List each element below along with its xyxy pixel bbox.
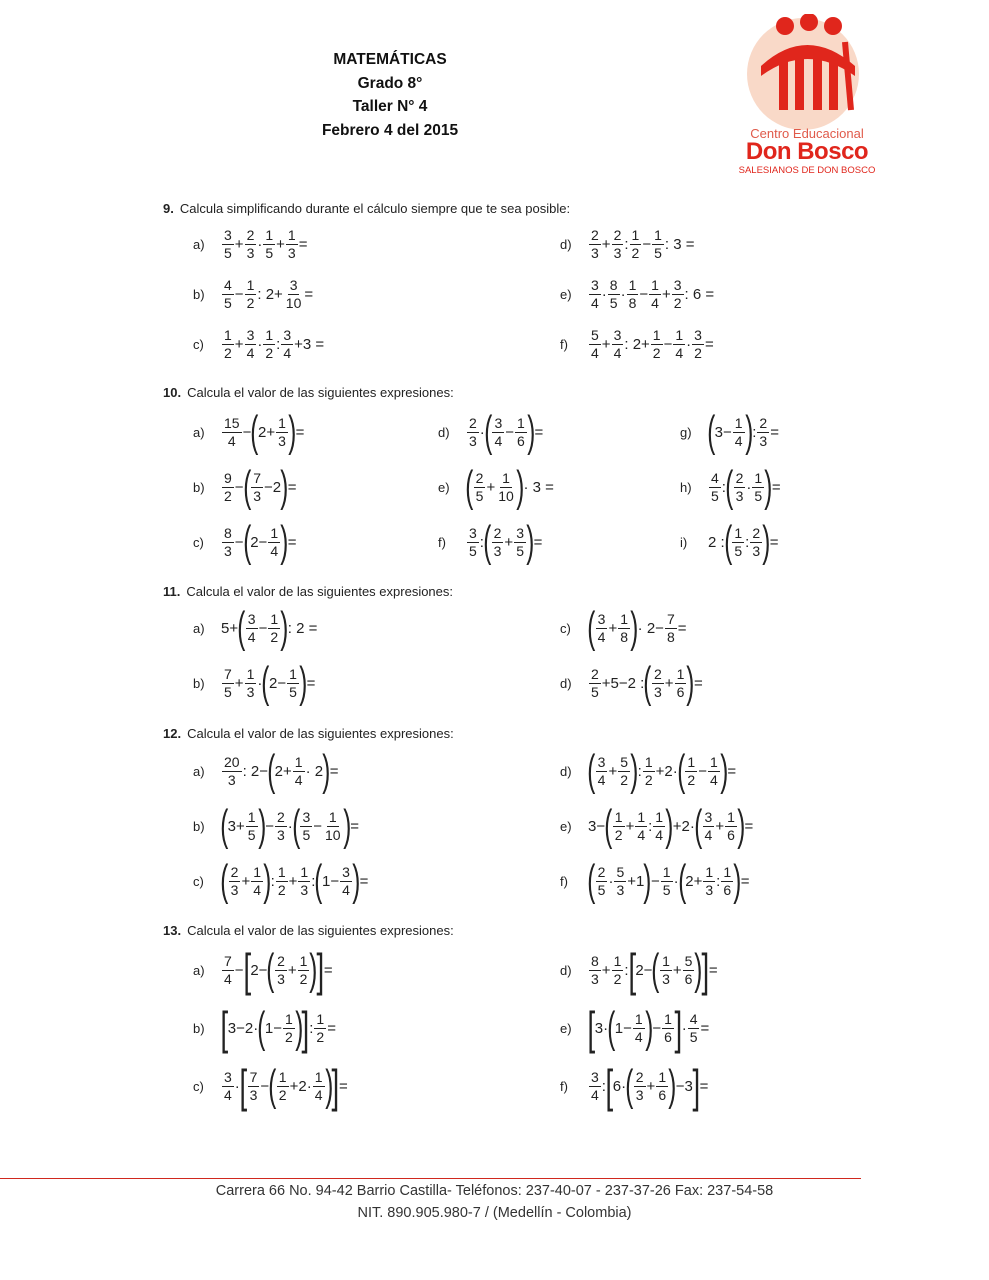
section-number: 11. xyxy=(163,584,181,599)
section-number: 9. xyxy=(163,201,174,216)
exercise-12a: a) 20 3 : 2− ( 2+ 1 4 · 2 ) = xyxy=(193,746,339,795)
exercise-10c: c) 8 3 − ( 2− 1 4 ) = xyxy=(193,517,297,566)
exercise-11b: b) 7 5 + 1 3 · ( 2− 1 5 ) = xyxy=(193,658,316,707)
exercise-13e: e) [ 3· ( 1− 1 4 ) − 1 6 ] · 4 5 = xyxy=(560,1002,710,1054)
section-instruction: Calcula el valor de las siguientes expresiones: xyxy=(187,385,454,400)
exercise-9f: f) 5 4 + 3 4 : 2+ 1 2 − 1 4 · 3 2 = xyxy=(560,327,714,361)
exercise-10f: f) 3 5 : ( 2 3 + 3 5 ) = xyxy=(438,517,543,566)
logo-line-2: Don Bosco xyxy=(745,138,869,165)
grade-label: Grado 8° xyxy=(357,74,423,92)
exercise-13c: c) 3 4 · [ 7 3 − ( 1 2 +2· 1 4 ) ] = xyxy=(193,1060,348,1112)
exercise-11d: d) 2 5 +5−2 : ( 2 3 + 1 6 ) = xyxy=(560,658,703,707)
exercise-10a: a) 15 4 − ( 2+ 1 3 ) = xyxy=(193,407,305,456)
worksheet-header xyxy=(290,48,490,142)
exercise-13d: d) 8 3 + 1 2 : [ 2− ( 1 3 + 5 6 ) ] = xyxy=(560,944,718,996)
section-10-heading xyxy=(163,385,454,400)
section-number: 10. xyxy=(163,385,182,400)
exercise-12d: d) ( 3 4 + 5 2 ) : 1 2 +2· ( 1 2 − 1 4 ) = xyxy=(560,746,737,795)
exercise-12f: f) ( 2 5 · 5 3 +1 ) − 1 5 · ( 2+ 1 3 : 1 6 ) = xyxy=(560,856,750,905)
exercise-12c: c) ( 2 3 + 1 4 ) : 1 2 + 1 3 : ( 1− 3 4 ) = xyxy=(193,856,369,905)
section-12-heading xyxy=(163,726,454,741)
logo-line-3: SALESIANOS DE DON BOSCO xyxy=(738,165,876,176)
section-number: 13. xyxy=(163,923,182,938)
exercise-11a: a) 5+ ( 3 4 − 1 2 ) : 2 = xyxy=(193,603,318,652)
exercise-13b: b) [ 3−2· ( 1− 1 2 ) ] : 1 2 = xyxy=(193,1002,336,1054)
logo-line-1: Centro Educacional xyxy=(750,126,864,141)
exercise-9c: c) 1 2 + 3 4 · 1 2 : 3 4 +3 = xyxy=(193,327,325,361)
section-instruction: Calcula el valor de las siguientes expresiones: xyxy=(187,726,454,741)
exercise-12b: b) ( 3+ 1 5 ) − 2 3 · ( 3 5 − 1 10 ) = xyxy=(193,801,359,850)
exercise-10h: h) 4 5 : ( 2 3 · 1 5 ) = xyxy=(680,462,781,511)
exercise-9b: b) 4 5 − 1 2 : 2+ 3 10 = xyxy=(193,277,314,311)
footer-address: Carrera 66 No. 94-42 Barrio Castilla- Teléfonos: 237-40-07 - 237-37-26 Fax: 237-54-58 xyxy=(215,1183,774,1199)
exercise-12e: e) 3− ( 1 2 + 1 4 : 1 4 ) +2· ( 3 4 + 1 6 ) = xyxy=(560,801,754,850)
exercise-13f: f) 3 4 : [ 6· ( 2 3 + 1 6 ) −3 ] = xyxy=(560,1060,709,1112)
exercise-13a: a) 7 4 − [ 2− ( 2 3 + 1 2 ) ] = xyxy=(193,944,333,996)
section-instruction: Calcula simplificando durante el cálculo siempre que te sea posible: xyxy=(179,201,571,216)
exercise-10g: g) ( 3− 1 4 ) : 2 3 = xyxy=(680,407,779,456)
exercise-10d: d) 2 3 · ( 3 4 − 1 6 ) = xyxy=(438,407,544,456)
section-9-heading xyxy=(163,201,570,216)
workshop-label: Taller N° 4 xyxy=(352,98,428,115)
section-13-heading xyxy=(163,923,454,938)
exercise-10i: i) 2 : ( 1 5 : 2 3 ) = xyxy=(680,517,779,566)
exercise-9a: a) 3 5 + 2 3 · 1 5 + 1 3 = xyxy=(193,227,308,261)
exercise-10e: e) ( 2 5 + 1 10 ) · 3 = xyxy=(438,462,554,511)
subject-title: MATEMÁTICAS xyxy=(333,51,447,68)
section-number: 12. xyxy=(163,726,182,741)
section-instruction: Calcula el valor de las siguientes expresiones: xyxy=(186,584,454,599)
footer-nit: NIT. 890.905.980-7 / (Medellín - Colombia) xyxy=(357,1205,632,1221)
section-11-heading xyxy=(163,584,453,599)
exercise-11c: c) ( 3 4 + 1 8 ) · 2− 7 8 = xyxy=(560,603,687,652)
section-instruction: Calcula el valor de las siguientes expresiones: xyxy=(187,923,454,938)
exercise-9e: e) 3 4 · 8 5 · 1 8 − 1 4 + 3 2 : 6 = xyxy=(560,277,715,311)
exercise-10b: b) 9 2 − ( 7 3 −2 ) = xyxy=(193,462,297,511)
exercise-9d: d) 2 3 + 2 3 : 1 2 − 1 5 : 3 = xyxy=(560,227,695,261)
date-label: Febrero 4 del 2015 xyxy=(321,121,459,139)
footer-divider xyxy=(0,1178,861,1179)
